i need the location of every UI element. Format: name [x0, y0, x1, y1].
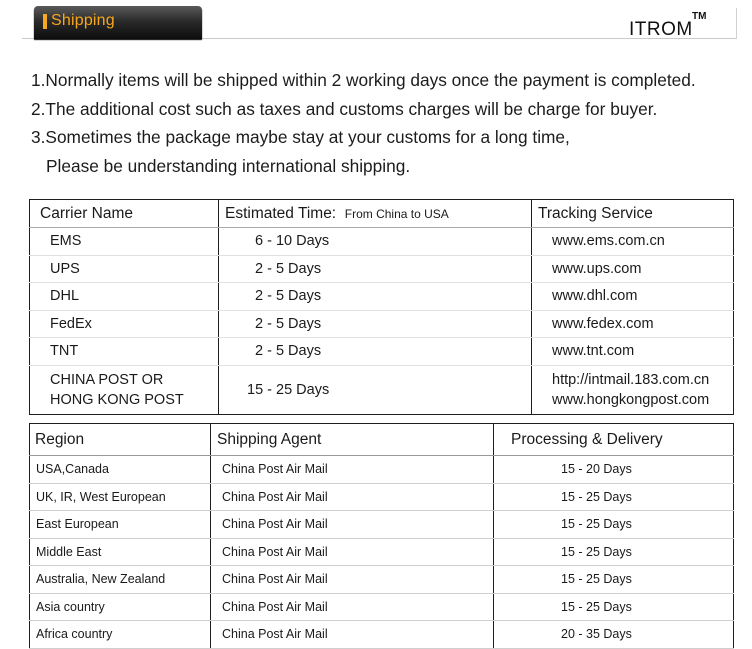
brand-trademark: TM — [692, 11, 707, 22]
carrier-tracking-link[interactable]: www.hongkongpost.com — [552, 391, 710, 408]
region-row — [30, 593, 734, 621]
delivery-time: 15 - 25 Days — [494, 538, 734, 566]
shipping-agent: China Post Air Mail — [211, 566, 494, 594]
carrier-row-china-post — [30, 365, 734, 414]
region-name: UK, IR, West European — [30, 483, 211, 511]
note-line-3-continued: Please be understanding international shipping. — [46, 155, 411, 176]
shipping-tab[interactable] — [34, 6, 202, 39]
region-name: USA,Canada — [30, 456, 211, 484]
carrier-tracking-link[interactable]: www.ems.com.cn — [532, 228, 734, 256]
delivery-time: 20 - 35 Days — [494, 621, 734, 649]
delivery-time: 15 - 25 Days — [494, 566, 734, 594]
carrier-tracking-link[interactable]: www.ups.com — [532, 255, 734, 283]
shipping-agent: China Post Air Mail — [211, 456, 494, 484]
carrier-name: TNT — [30, 338, 219, 366]
carrier-name: FedEx — [30, 310, 219, 338]
shipping-notes — [31, 66, 696, 180]
delivery-time: 15 - 25 Days — [494, 483, 734, 511]
shipping-agent: China Post Air Mail — [211, 538, 494, 566]
region-header: Region — [30, 424, 211, 456]
tab-accent-bar — [43, 14, 47, 29]
carrier-row — [30, 283, 734, 311]
carrier-time: 6 - 10 Days — [219, 228, 532, 256]
region-row — [30, 538, 734, 566]
shipping-agent-header: Shipping Agent — [211, 424, 494, 456]
region-row — [30, 621, 734, 649]
carrier-name-line-1: CHINA POST OR — [50, 371, 164, 388]
delivery-time: 15 - 20 Days — [494, 456, 734, 484]
carrier-time: 2 - 5 Days — [219, 338, 532, 366]
carrier-table — [29, 199, 734, 415]
estimated-time-note: From China to USA — [344, 206, 449, 221]
carrier-tracking-link[interactable]: http://intmail.183.com.cn — [552, 371, 710, 388]
note-line-3: 3.Sometimes the package maybe stay at your customs for a long time, — [31, 127, 570, 147]
region-table-header — [30, 424, 734, 456]
carrier-time: 2 - 5 Days — [219, 310, 532, 338]
carrier-name-header: Carrier Name — [30, 200, 219, 228]
note-line-1: 1.Normally items will be shipped within 2 working days once the payment is completed. — [31, 70, 696, 90]
region-row — [30, 566, 734, 594]
carrier-table-header — [30, 200, 734, 228]
region-row — [30, 483, 734, 511]
carrier-name: EMS — [30, 228, 219, 256]
carrier-tracking-links — [532, 365, 734, 414]
carrier-tracking-link[interactable]: www.fedex.com — [532, 310, 734, 338]
tracking-service-header: Tracking Service — [532, 200, 734, 228]
carrier-tracking-link[interactable]: www.tnt.com — [532, 338, 734, 366]
carrier-row — [30, 255, 734, 283]
carrier-name-china-post — [30, 365, 219, 414]
carrier-name: DHL — [30, 283, 219, 311]
processing-delivery-header: Processing & Delivery — [494, 424, 734, 456]
carrier-time: 2 - 5 Days — [219, 255, 532, 283]
estimated-time-header — [219, 200, 532, 228]
region-table — [29, 423, 734, 649]
carrier-row — [30, 228, 734, 256]
carrier-name: UPS — [30, 255, 219, 283]
region-row — [30, 511, 734, 539]
region-name: East European — [30, 511, 211, 539]
header-edge-divider — [736, 8, 737, 39]
shipping-tab-label: Shipping — [51, 12, 115, 29]
brand-name: ITROM — [629, 19, 693, 40]
shipping-agent: China Post Air Mail — [211, 483, 494, 511]
region-name: Africa country — [30, 621, 211, 649]
region-name: Australia, New Zealand — [30, 566, 211, 594]
carrier-name-line-2: HONG KONG POST — [50, 391, 184, 408]
region-row — [30, 456, 734, 484]
shipping-agent: China Post Air Mail — [211, 621, 494, 649]
shipping-agent: China Post Air Mail — [211, 511, 494, 539]
shipping-agent: China Post Air Mail — [211, 593, 494, 621]
carrier-time: 15 - 25 Days — [219, 365, 532, 414]
carrier-row — [30, 338, 734, 366]
region-name: Middle East — [30, 538, 211, 566]
estimated-time-label: Estimated Time: — [225, 204, 337, 222]
delivery-time: 15 - 25 Days — [494, 593, 734, 621]
delivery-time: 15 - 25 Days — [494, 511, 734, 539]
region-name: Asia country — [30, 593, 211, 621]
carrier-time: 2 - 5 Days — [219, 283, 532, 311]
carrier-tracking-link[interactable]: www.dhl.com — [532, 283, 734, 311]
note-line-2: 2.The additional cost such as taxes and customs charges will be charge for buyer. — [31, 98, 658, 119]
carrier-row — [30, 310, 734, 338]
